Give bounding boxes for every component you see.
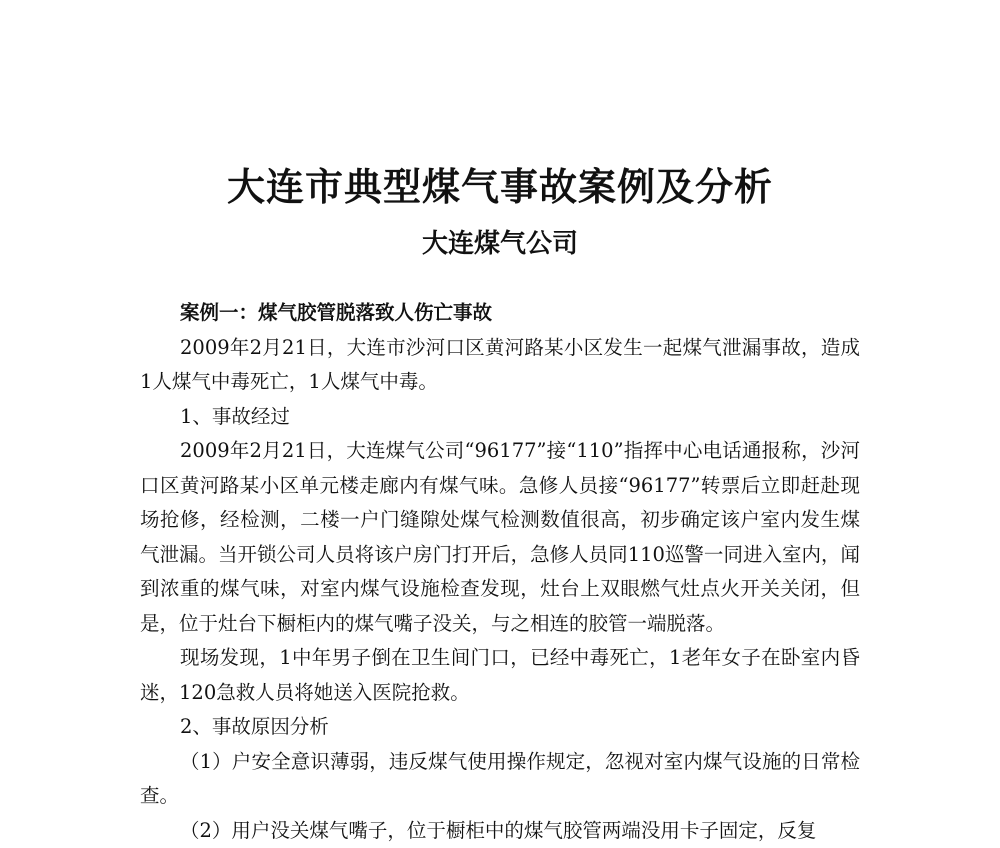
paragraph-summary: 2009年2月21日，大连市沙河口区黄河路某小区发生一起煤气泄漏事故，造成1人煤气中毒死亡，1人煤气中毒。 (140, 331, 860, 400)
paragraph-process: 2009年2月21日，大连煤气公司“96177”接“110”指挥中心电话通报称，沙河口区黄河路某小区单元楼走廊内有煤气味。急修人员接“96177”转票后立即赶赴现场抢修，经检测，二楼一户门缝隙处煤气检测数值很高，初步确定该户室内发生煤气泄漏。当开锁公司人员将该户房门打开后，急修人员同110巡警一同进入室内，闻到浓重的煤气味，对室内煤气设施检查发现，灶台上双眼燃气灶点火开关关闭，但是，位于灶台下橱柜内的煤气嘴子没关，与之相连的胶管一端脱落。 (140, 434, 860, 641)
document-body (140, 296, 860, 848)
paragraph-cause-1: （1）户安全意识薄弱，违反煤气使用操作规定，忽视对室内煤气设施的日常检查。 (140, 745, 860, 814)
section-heading-cause: 2、事故原因分析 (140, 710, 860, 745)
section-heading-process: 1、事故经过 (140, 400, 860, 435)
case-heading: 案例一：煤气胶管脱落致人伤亡事故 (140, 296, 860, 331)
page-title: 大连市典型煤气事故案例及分析 (0, 162, 1000, 212)
page-subtitle: 大连煤气公司 (0, 226, 1000, 262)
paragraph-scene: 现场发现，1中年男子倒在卫生间门口，已经中毒死亡，1老年女子在卧室内昏迷，120急救人员将她送入医院抢救。 (140, 641, 860, 710)
paragraph-cause-2: （2）用户没关煤气嘴子，位于橱柜中的煤气胶管两端没用卡子固定，反复 (140, 814, 860, 848)
